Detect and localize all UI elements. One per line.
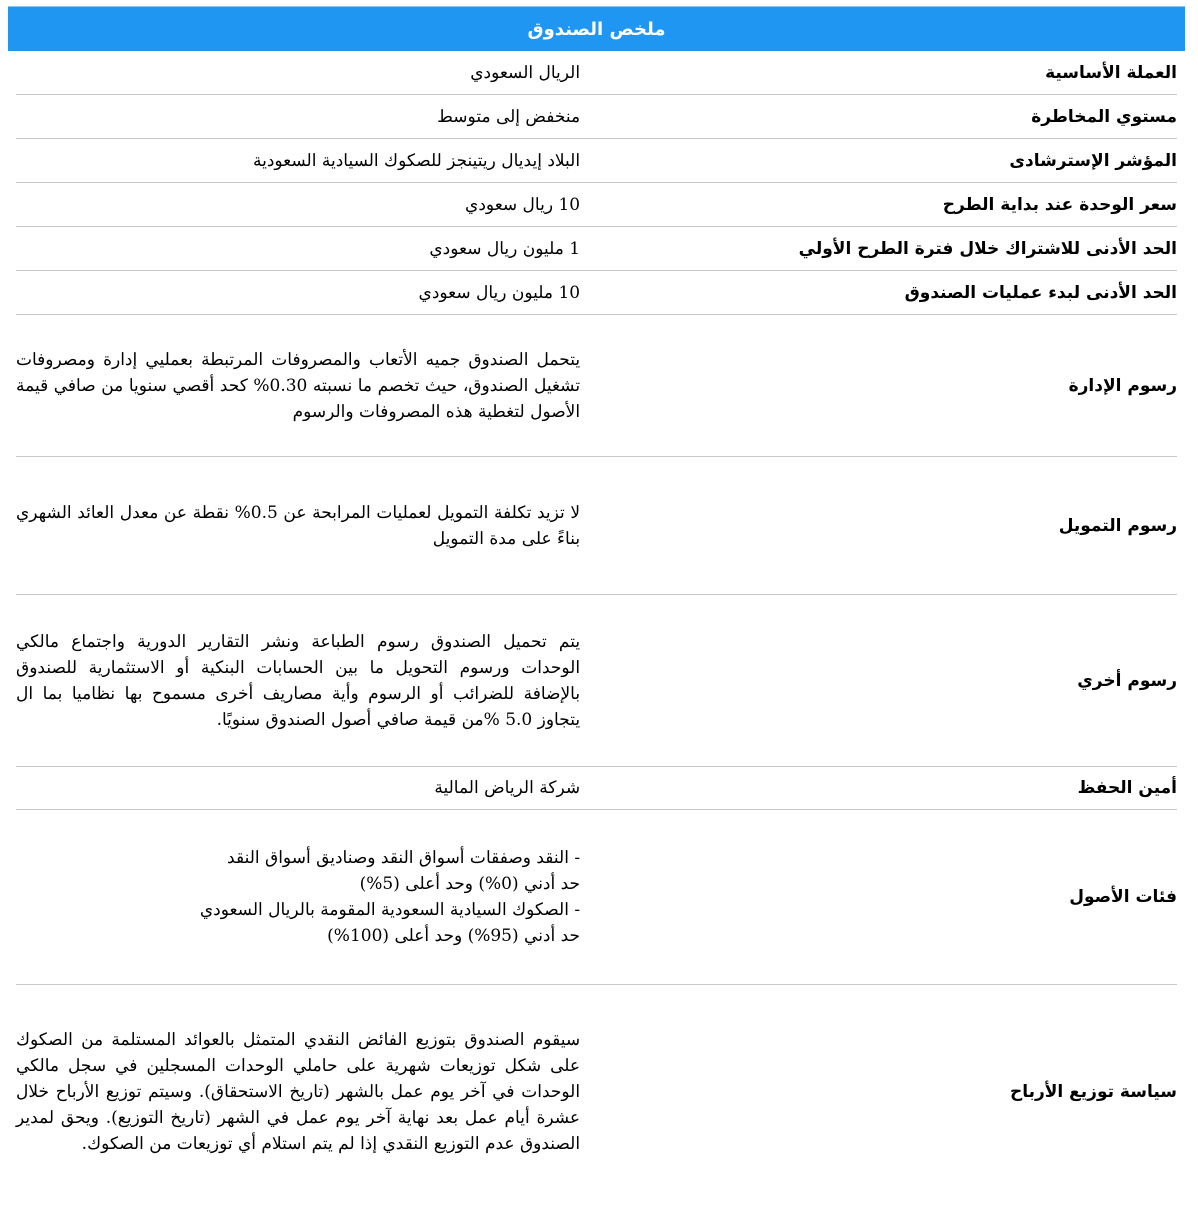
label-asset-classes: فئات الأصول <box>1069 887 1177 907</box>
value-benchmark: البلاد إيديال ريتينجز للصكوك السيادية السعودية <box>252 150 581 171</box>
row-other-fees <box>16 595 1177 767</box>
row-initial-unit-price <box>16 183 1177 227</box>
table-title: ملخص الصندوق <box>527 18 666 40</box>
row-financing-fees <box>16 457 1177 595</box>
value-management-fees: يتحمل الصندوق جميه الأتعاب والمصروفات المرتبطة بعمليي إدارة ومصروفات تشغيل الصندوق، حيث تخصم ما نسبته 0.30% كحد أقصي سنويا من صافي قيمة الأصول لتغطية هذه المصروفات والرسوم <box>16 349 581 422</box>
row-benchmark <box>16 139 1177 183</box>
label-min-subscription: الحد الأدنى للاشتراك خلال فترة الطرح الأولي <box>798 238 1177 259</box>
row-custodian <box>16 767 1177 810</box>
row-min-subscription <box>16 227 1177 271</box>
label-min-operations: الحد الأدنى لبدء عمليات الصندوق <box>904 282 1177 303</box>
label-management-fees: رسوم الإدارة <box>1068 375 1177 396</box>
label-initial-unit-price: سعر الوحدة عند بداية الطرح <box>942 194 1177 215</box>
label-financing-fees: رسوم التمويل <box>1058 515 1177 536</box>
value-custodian: شركة الرياض المالية <box>434 778 581 798</box>
value-asset-classes <box>16 845 580 949</box>
value-initial-unit-price: 10 ريال سعودي <box>465 194 581 215</box>
table-header <box>8 6 1185 51</box>
label-distribution-policy: سياسة توزيع الأرباح <box>1009 1082 1177 1102</box>
row-management-fees <box>16 315 1177 457</box>
asset-class-line: - النقد وصفقات أسواق النقد وصناديق أسواق النقد <box>227 848 581 868</box>
row-distribution-policy <box>16 985 1177 1199</box>
value-financing-fees: لا تزيد تكلفة التمويل لعمليات المرابحة عن 0.5% نقطة عن معدل العائد الشهري بناءً على مدة التمويل <box>16 502 581 549</box>
row-asset-classes <box>16 810 1177 985</box>
row-base-currency <box>16 51 1177 95</box>
label-base-currency: العملة الأساسية <box>1045 62 1177 83</box>
asset-class-line: حد أدني (0%) وحد أعلى (5%) <box>359 874 581 894</box>
label-benchmark: المؤشر الإسترشادى <box>1009 150 1177 171</box>
value-base-currency: الريال السعودي <box>470 62 581 83</box>
row-risk-level <box>16 95 1177 139</box>
fund-summary-table <box>8 6 1185 1199</box>
value-risk-level: منخفض إلى متوسط <box>437 106 581 127</box>
asset-class-line: - الصكوك السيادية السعودية المقومة بالريال السعودي <box>199 900 581 920</box>
asset-class-line: حد أدني (95%) وحد أعلى (100%) <box>327 926 581 946</box>
row-min-operations <box>16 271 1177 315</box>
value-min-subscription: 1 مليون ريال سعودي <box>429 238 581 259</box>
value-distribution-policy: سيقوم الصندوق بتوزيع الفائض النقدي المتمثل بالعوائد المستلمة من الصكوك على شكل توزيعات شهرية على حاملي الوحدات المسجلين في سجل مالكي الوحدات في آخر يوم عمل بالشهر (تاريخ الاستحقاق). وسيتم توزيع الأرباح خلال عشرة أيام عمل بعد نهاية آخر يوم عمل في الشهر (تاريخ التوزيع). ويحق لمدير الصندوق عدم التوزيع النقدي إذا لم يتم استلام أي توزيعات من الصكوك. <box>16 1030 581 1154</box>
value-other-fees: يتم تحميل الصندوق رسوم الطباعة ونشر التقارير الدورية واجتماع مالكي الوحدات ورسوم التحويل ما بين الحسابات البنكية أو الاستثمارية للصندوق بالإضافة للضرائب أو الرسوم وأية مصاريف أخرى مسموح بها نظاميا بما ال يتجاوز 5.0 %من قيمة صافي أصول الصندوق سنويًا. <box>16 631 581 730</box>
label-risk-level: مستوي المخاطرة <box>1031 106 1177 127</box>
label-custodian: أمين الحفظ <box>1077 778 1177 798</box>
label-other-fees: رسوم أخري <box>1077 670 1177 691</box>
value-min-operations: 10 مليون ريال سعودي <box>418 282 581 303</box>
